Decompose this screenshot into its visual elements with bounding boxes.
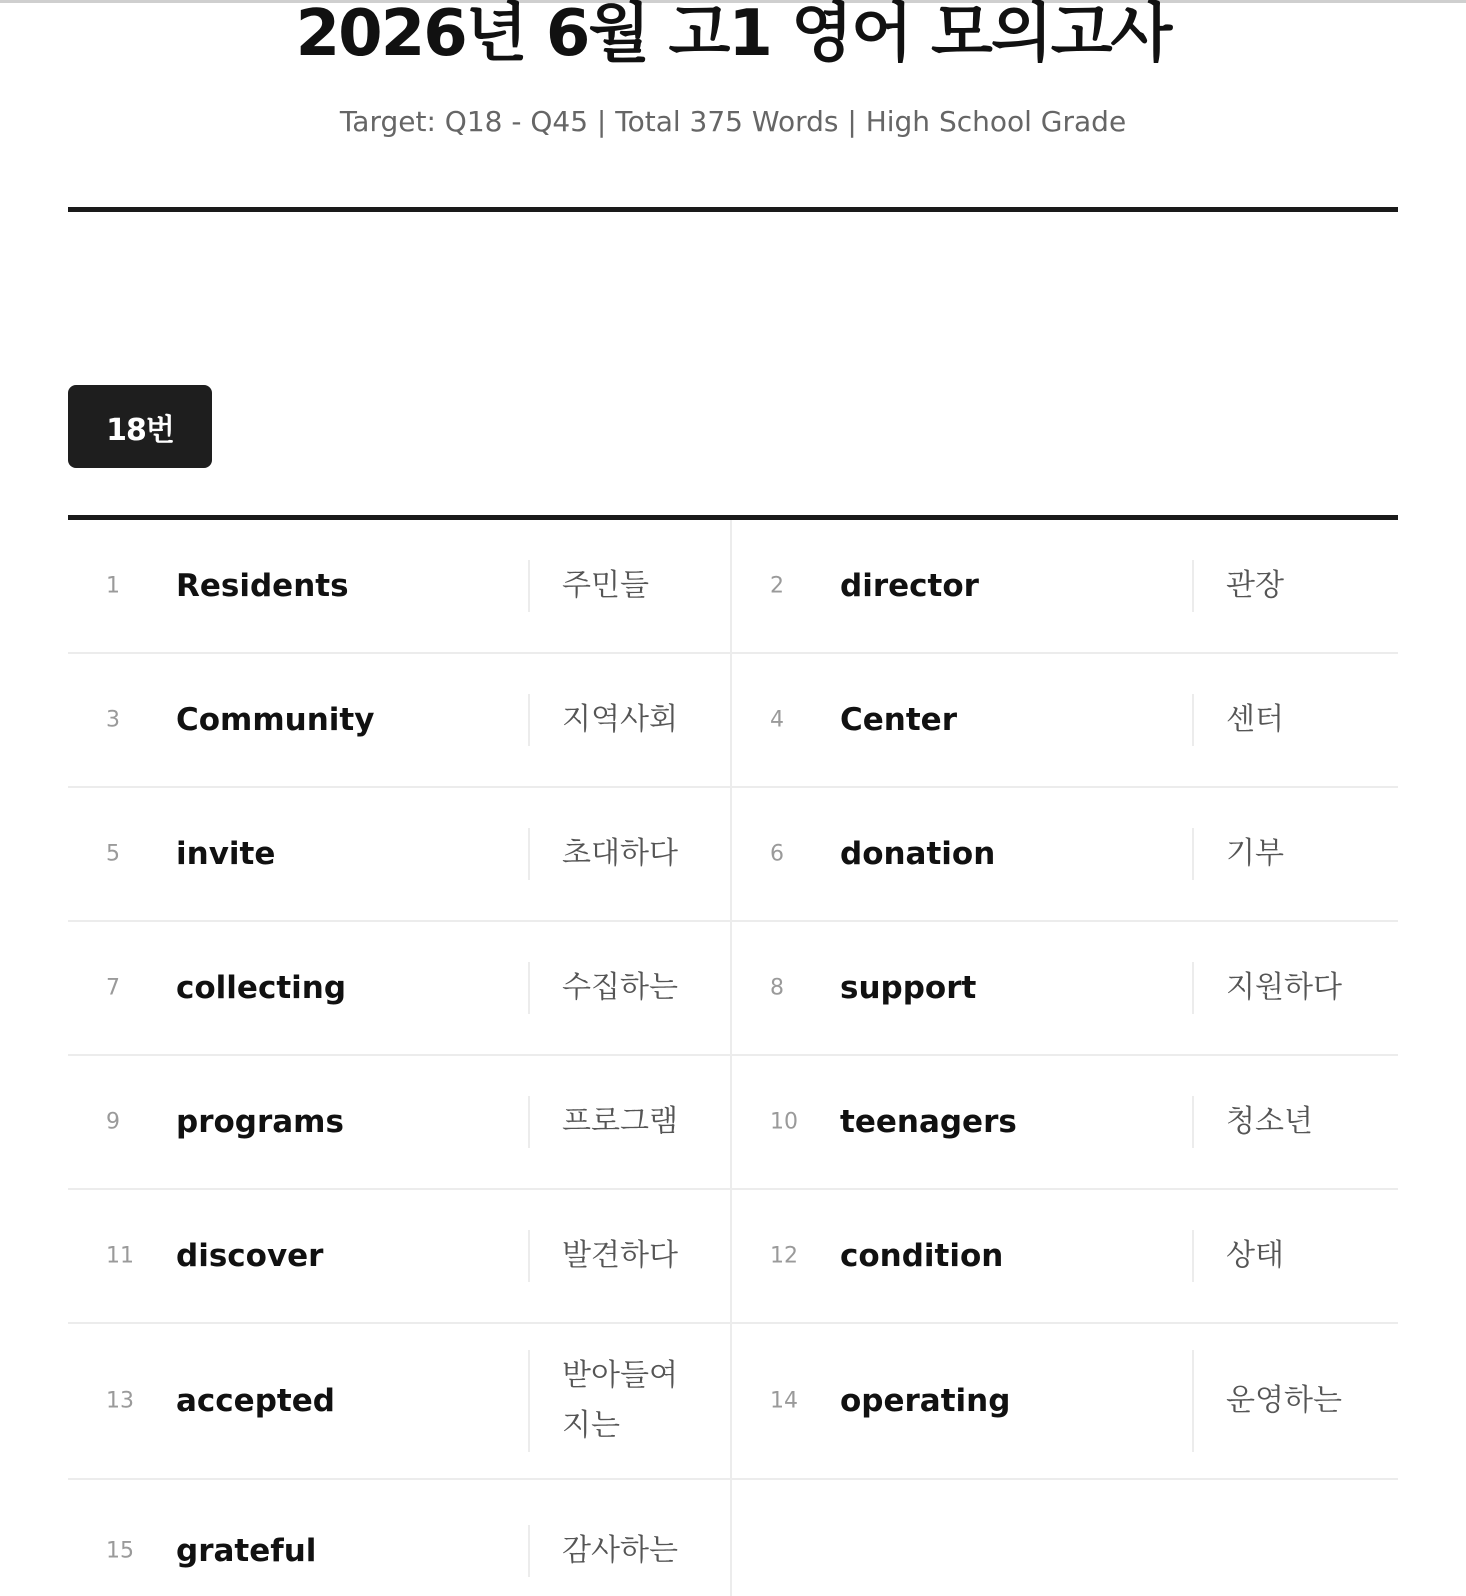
item-number: 10 (770, 1109, 798, 1135)
item-meaning: 지역사회 (562, 702, 678, 737)
item-meaning: 기부 (1226, 836, 1284, 871)
item-word: teenagers (840, 1104, 1017, 1140)
vocab-item (68, 520, 732, 654)
vocab-item (732, 520, 1398, 654)
column-separator (528, 1096, 530, 1148)
vocab-item (68, 654, 732, 788)
item-number: 7 (106, 975, 120, 1001)
column-separator (528, 560, 530, 612)
column-separator (1192, 1230, 1194, 1282)
item-meaning: 초대하다 (562, 836, 678, 871)
column-separator (1192, 1096, 1194, 1148)
vocab-item (732, 1324, 1398, 1480)
item-number: 2 (770, 573, 784, 599)
item-word: accepted (176, 1383, 335, 1419)
item-word: discover (176, 1238, 324, 1274)
vocab-item (732, 788, 1398, 922)
vocabulary-table (68, 520, 1398, 1596)
column-separator (528, 1525, 530, 1577)
item-word: condition (840, 1238, 1004, 1274)
item-meaning: 발견하다 (562, 1238, 678, 1273)
item-number: 5 (106, 841, 120, 867)
header-divider (68, 207, 1398, 212)
item-number: 4 (770, 707, 784, 733)
column-separator (1192, 828, 1194, 880)
vocab-item (68, 1056, 732, 1190)
item-meaning: 받아들여지는 (562, 1358, 678, 1443)
vocab-item (68, 922, 732, 1056)
column-separator (1192, 560, 1194, 612)
item-number: 15 (106, 1538, 134, 1564)
vocab-item (68, 1480, 732, 1596)
item-word: invite (176, 836, 276, 872)
section-badge: 18번 (68, 385, 212, 468)
item-meaning: 상태 (1226, 1238, 1284, 1273)
item-number: 8 (770, 975, 784, 1001)
item-meaning: 청소년 (1226, 1104, 1313, 1139)
vocab-item (68, 788, 732, 922)
page-title: 2026년 6월 고1 영어 모의고사 (295, 0, 1171, 71)
item-meaning: 주민들 (562, 568, 649, 603)
page-subtitle: Target: Q18 - Q45 | Total 375 Words | High School Grade (339, 105, 1127, 138)
item-meaning: 지원하다 (1226, 970, 1342, 1005)
item-number: 11 (106, 1243, 134, 1269)
item-word: Community (176, 702, 375, 738)
item-word: grateful (176, 1533, 317, 1569)
column-separator (1192, 694, 1194, 746)
item-number: 6 (770, 841, 784, 867)
item-word: director (840, 568, 979, 604)
item-meaning: 감사하는 (562, 1533, 678, 1568)
vocab-item (732, 1190, 1398, 1324)
item-word: programs (176, 1104, 344, 1140)
vocab-item (732, 922, 1398, 1056)
item-word: donation (840, 836, 996, 872)
item-word: Residents (176, 568, 349, 604)
item-word: operating (840, 1383, 1011, 1419)
item-meaning: 운영하는 (1226, 1383, 1342, 1418)
item-meaning: 수집하는 (562, 970, 678, 1005)
column-separator (528, 1230, 530, 1282)
item-meaning: 관장 (1226, 568, 1284, 603)
column-separator (1192, 962, 1194, 1014)
column-separator (528, 1350, 530, 1452)
column-separator (528, 828, 530, 880)
item-number: 3 (106, 707, 120, 733)
vocab-item (68, 1190, 732, 1324)
item-number: 13 (106, 1388, 134, 1414)
vocab-item (732, 1056, 1398, 1190)
vocab-item (732, 654, 1398, 788)
item-meaning: 센터 (1226, 702, 1284, 737)
column-separator (1192, 1350, 1194, 1452)
item-number: 12 (770, 1243, 798, 1269)
column-separator (528, 694, 530, 746)
item-word: Center (840, 702, 957, 738)
empty-cell (732, 1480, 1398, 1596)
item-meaning: 프로그램 (562, 1104, 678, 1139)
vocab-item (68, 1324, 732, 1480)
item-word: collecting (176, 970, 347, 1006)
item-number: 14 (770, 1388, 798, 1414)
item-number: 1 (106, 573, 120, 599)
item-number: 9 (106, 1109, 120, 1135)
item-word: support (840, 970, 977, 1006)
column-separator (528, 962, 530, 1014)
